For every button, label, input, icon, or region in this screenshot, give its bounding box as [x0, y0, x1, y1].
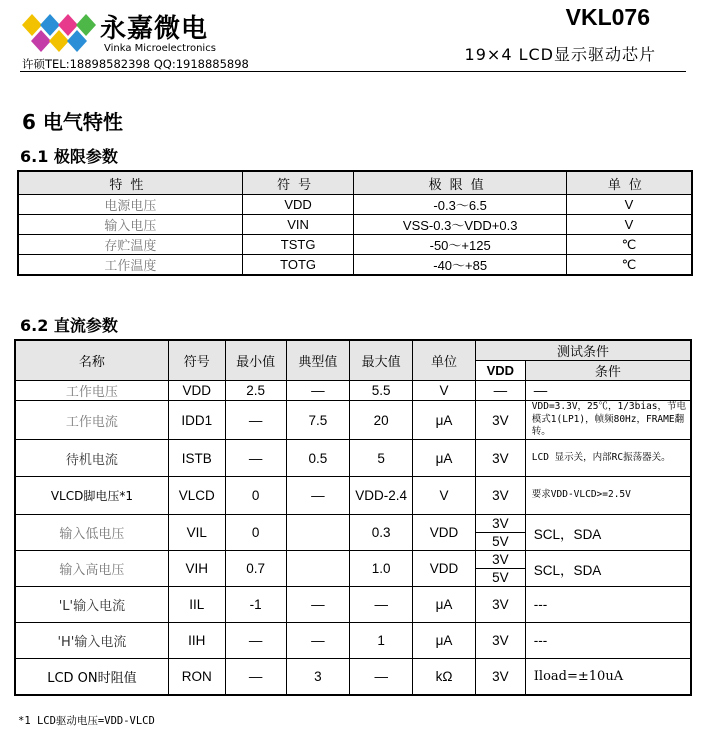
header-cell: 条件	[525, 361, 691, 381]
param-cond: Iload=±10uA	[525, 659, 691, 695]
table-row	[15, 401, 691, 440]
param-min: 0	[225, 515, 286, 551]
param-min: —	[225, 623, 286, 659]
param-symbol: TSTG	[242, 235, 354, 255]
param-symbol: VDD	[242, 195, 354, 215]
param-name: 存贮温度	[18, 235, 242, 255]
param-symbol: IDD1	[168, 401, 225, 440]
header-cell: 符号	[242, 171, 354, 195]
param-max: 5	[350, 440, 413, 477]
param-max: VDD-2.4	[350, 477, 413, 515]
param-value: -0.3～6.5	[354, 195, 566, 215]
param-min: 0.7	[225, 551, 286, 587]
param-vdd: 5V	[475, 569, 525, 587]
contact-info: 许硕TEL:18898582398 QQ:1918885898	[22, 57, 249, 71]
table-row	[15, 477, 691, 515]
param-unit: ℃	[566, 235, 692, 255]
param-name: 工作电流	[15, 401, 168, 440]
section-title: 6 电气特性	[22, 110, 123, 134]
param-cond: SCL，SDA	[525, 551, 691, 587]
vinka-logo-icon	[20, 12, 102, 54]
param-symbol: VIH	[168, 551, 225, 587]
param-vdd: 3V	[475, 440, 525, 477]
param-cond: ---	[525, 587, 691, 623]
footnote: *1 LCD驱动电压=VDD-VLCD	[18, 715, 155, 727]
param-symbol: ISTB	[168, 440, 225, 477]
param-vdd: 3V	[475, 623, 525, 659]
header-cell: 单位	[566, 171, 692, 195]
param-typ: 3	[286, 659, 350, 695]
param-max: 0.3	[350, 515, 413, 551]
param-vdd: 3V	[475, 477, 525, 515]
header-cell: 极限值	[354, 171, 566, 195]
param-unit: μA	[413, 401, 476, 440]
header-cell: 最小值	[225, 340, 286, 381]
param-unit: V	[566, 195, 692, 215]
param-value: -50～+125	[354, 235, 566, 255]
table-row	[18, 255, 692, 276]
param-name: LCD ON时阻值	[15, 659, 168, 695]
param-vdd: 3V	[475, 587, 525, 623]
param-unit: V	[566, 215, 692, 235]
param-typ: —	[286, 587, 350, 623]
param-name: 电源电压	[18, 195, 242, 215]
header-cell: 符号	[168, 340, 225, 381]
param-vdd: 5V	[475, 533, 525, 551]
param-vdd: —	[475, 381, 525, 401]
product-code: VKL076	[565, 4, 650, 30]
param-symbol: VLCD	[168, 477, 225, 515]
param-max: 1.0	[350, 551, 413, 587]
param-min: 2.5	[225, 381, 286, 401]
param-cond: —	[525, 381, 691, 401]
param-symbol: VIL	[168, 515, 225, 551]
param-symbol: IIL	[168, 587, 225, 623]
param-typ: 7.5	[286, 401, 350, 440]
param-unit: VDD	[413, 515, 476, 551]
header-divider	[20, 71, 686, 72]
param-cond: ---	[525, 623, 691, 659]
param-cond: VDD=3.3V，25℃，1/3bias，节电模式1(LP1)，帧频80Hz，FRAME翻转。	[525, 401, 691, 440]
header-cell: 最大值	[350, 340, 413, 381]
param-value: VSS-0.3～VDD+0.3	[354, 215, 566, 235]
param-typ: 0.5	[286, 440, 350, 477]
brand-name-en: Vinka Microelectronics	[104, 43, 216, 54]
param-unit: ℃	[566, 255, 692, 276]
table-row	[15, 381, 691, 401]
dc-title: 6.2 直流参数	[20, 316, 118, 335]
table-row	[15, 587, 691, 623]
param-name: 输入电压	[18, 215, 242, 235]
table-header-row	[18, 171, 692, 195]
param-typ: —	[286, 623, 350, 659]
param-unit: kΩ	[413, 659, 476, 695]
param-symbol: IIH	[168, 623, 225, 659]
table-row	[15, 659, 691, 695]
param-name: 输入高电压	[15, 551, 168, 587]
param-symbol: TOTG	[242, 255, 354, 276]
param-typ	[286, 515, 350, 551]
dc-table	[14, 339, 692, 696]
table-row	[18, 235, 692, 255]
param-cond: SCL，SDA	[525, 515, 691, 551]
table-row	[15, 515, 691, 533]
param-max: 20	[350, 401, 413, 440]
param-vdd: 3V	[475, 659, 525, 695]
header-cell: 特性	[18, 171, 242, 195]
param-unit: μA	[413, 440, 476, 477]
param-min: —	[225, 659, 286, 695]
param-unit: VDD	[413, 551, 476, 587]
header-cell: 单位	[413, 340, 476, 381]
param-max: 5.5	[350, 381, 413, 401]
param-cond: LCD 显示关，内部RC振荡器关。	[525, 440, 691, 477]
param-symbol: VIN	[242, 215, 354, 235]
param-min: -1	[225, 587, 286, 623]
param-min: —	[225, 401, 286, 440]
param-unit: μA	[413, 587, 476, 623]
table-header-row	[15, 340, 691, 361]
param-unit: V	[413, 381, 476, 401]
header-cell: 典型值	[286, 340, 350, 381]
param-vdd: 3V	[475, 401, 525, 440]
param-name: 工作电压	[15, 381, 168, 401]
limits-title: 6.1 极限参数	[20, 147, 118, 166]
table-row	[15, 551, 691, 569]
table-row	[18, 195, 692, 215]
param-typ	[286, 551, 350, 587]
param-symbol: VDD	[168, 381, 225, 401]
param-max: —	[350, 659, 413, 695]
param-typ: —	[286, 381, 350, 401]
limits-table	[17, 170, 693, 276]
param-name: 待机电流	[15, 440, 168, 477]
param-value: -40～+85	[354, 255, 566, 276]
header-cell: 名称	[15, 340, 168, 381]
param-max: 1	[350, 623, 413, 659]
param-unit: μA	[413, 623, 476, 659]
table-row	[18, 215, 692, 235]
param-name: 工作温度	[18, 255, 242, 276]
param-min: 0	[225, 477, 286, 515]
param-unit: V	[413, 477, 476, 515]
param-min: —	[225, 440, 286, 477]
param-vdd: 3V	[475, 551, 525, 569]
param-name: 'L'输入电流	[15, 587, 168, 623]
header-cell: VDD	[475, 361, 525, 381]
param-vdd: 3V	[475, 515, 525, 533]
param-cond: 要求VDD-VLCD>=2.5V	[525, 477, 691, 515]
param-name: VLCD脚电压*1	[15, 477, 168, 515]
table-row	[15, 623, 691, 659]
param-max: —	[350, 587, 413, 623]
table-row	[15, 440, 691, 477]
brand-name-cn: 永嘉微电	[100, 14, 209, 44]
param-name: 'H'输入电流	[15, 623, 168, 659]
param-typ: —	[286, 477, 350, 515]
param-symbol: RON	[168, 659, 225, 695]
header-cell: 测试条件	[475, 340, 691, 361]
product-subtitle: 19×4 LCD显示驱动芯片	[464, 45, 656, 64]
param-name: 输入低电压	[15, 515, 168, 551]
